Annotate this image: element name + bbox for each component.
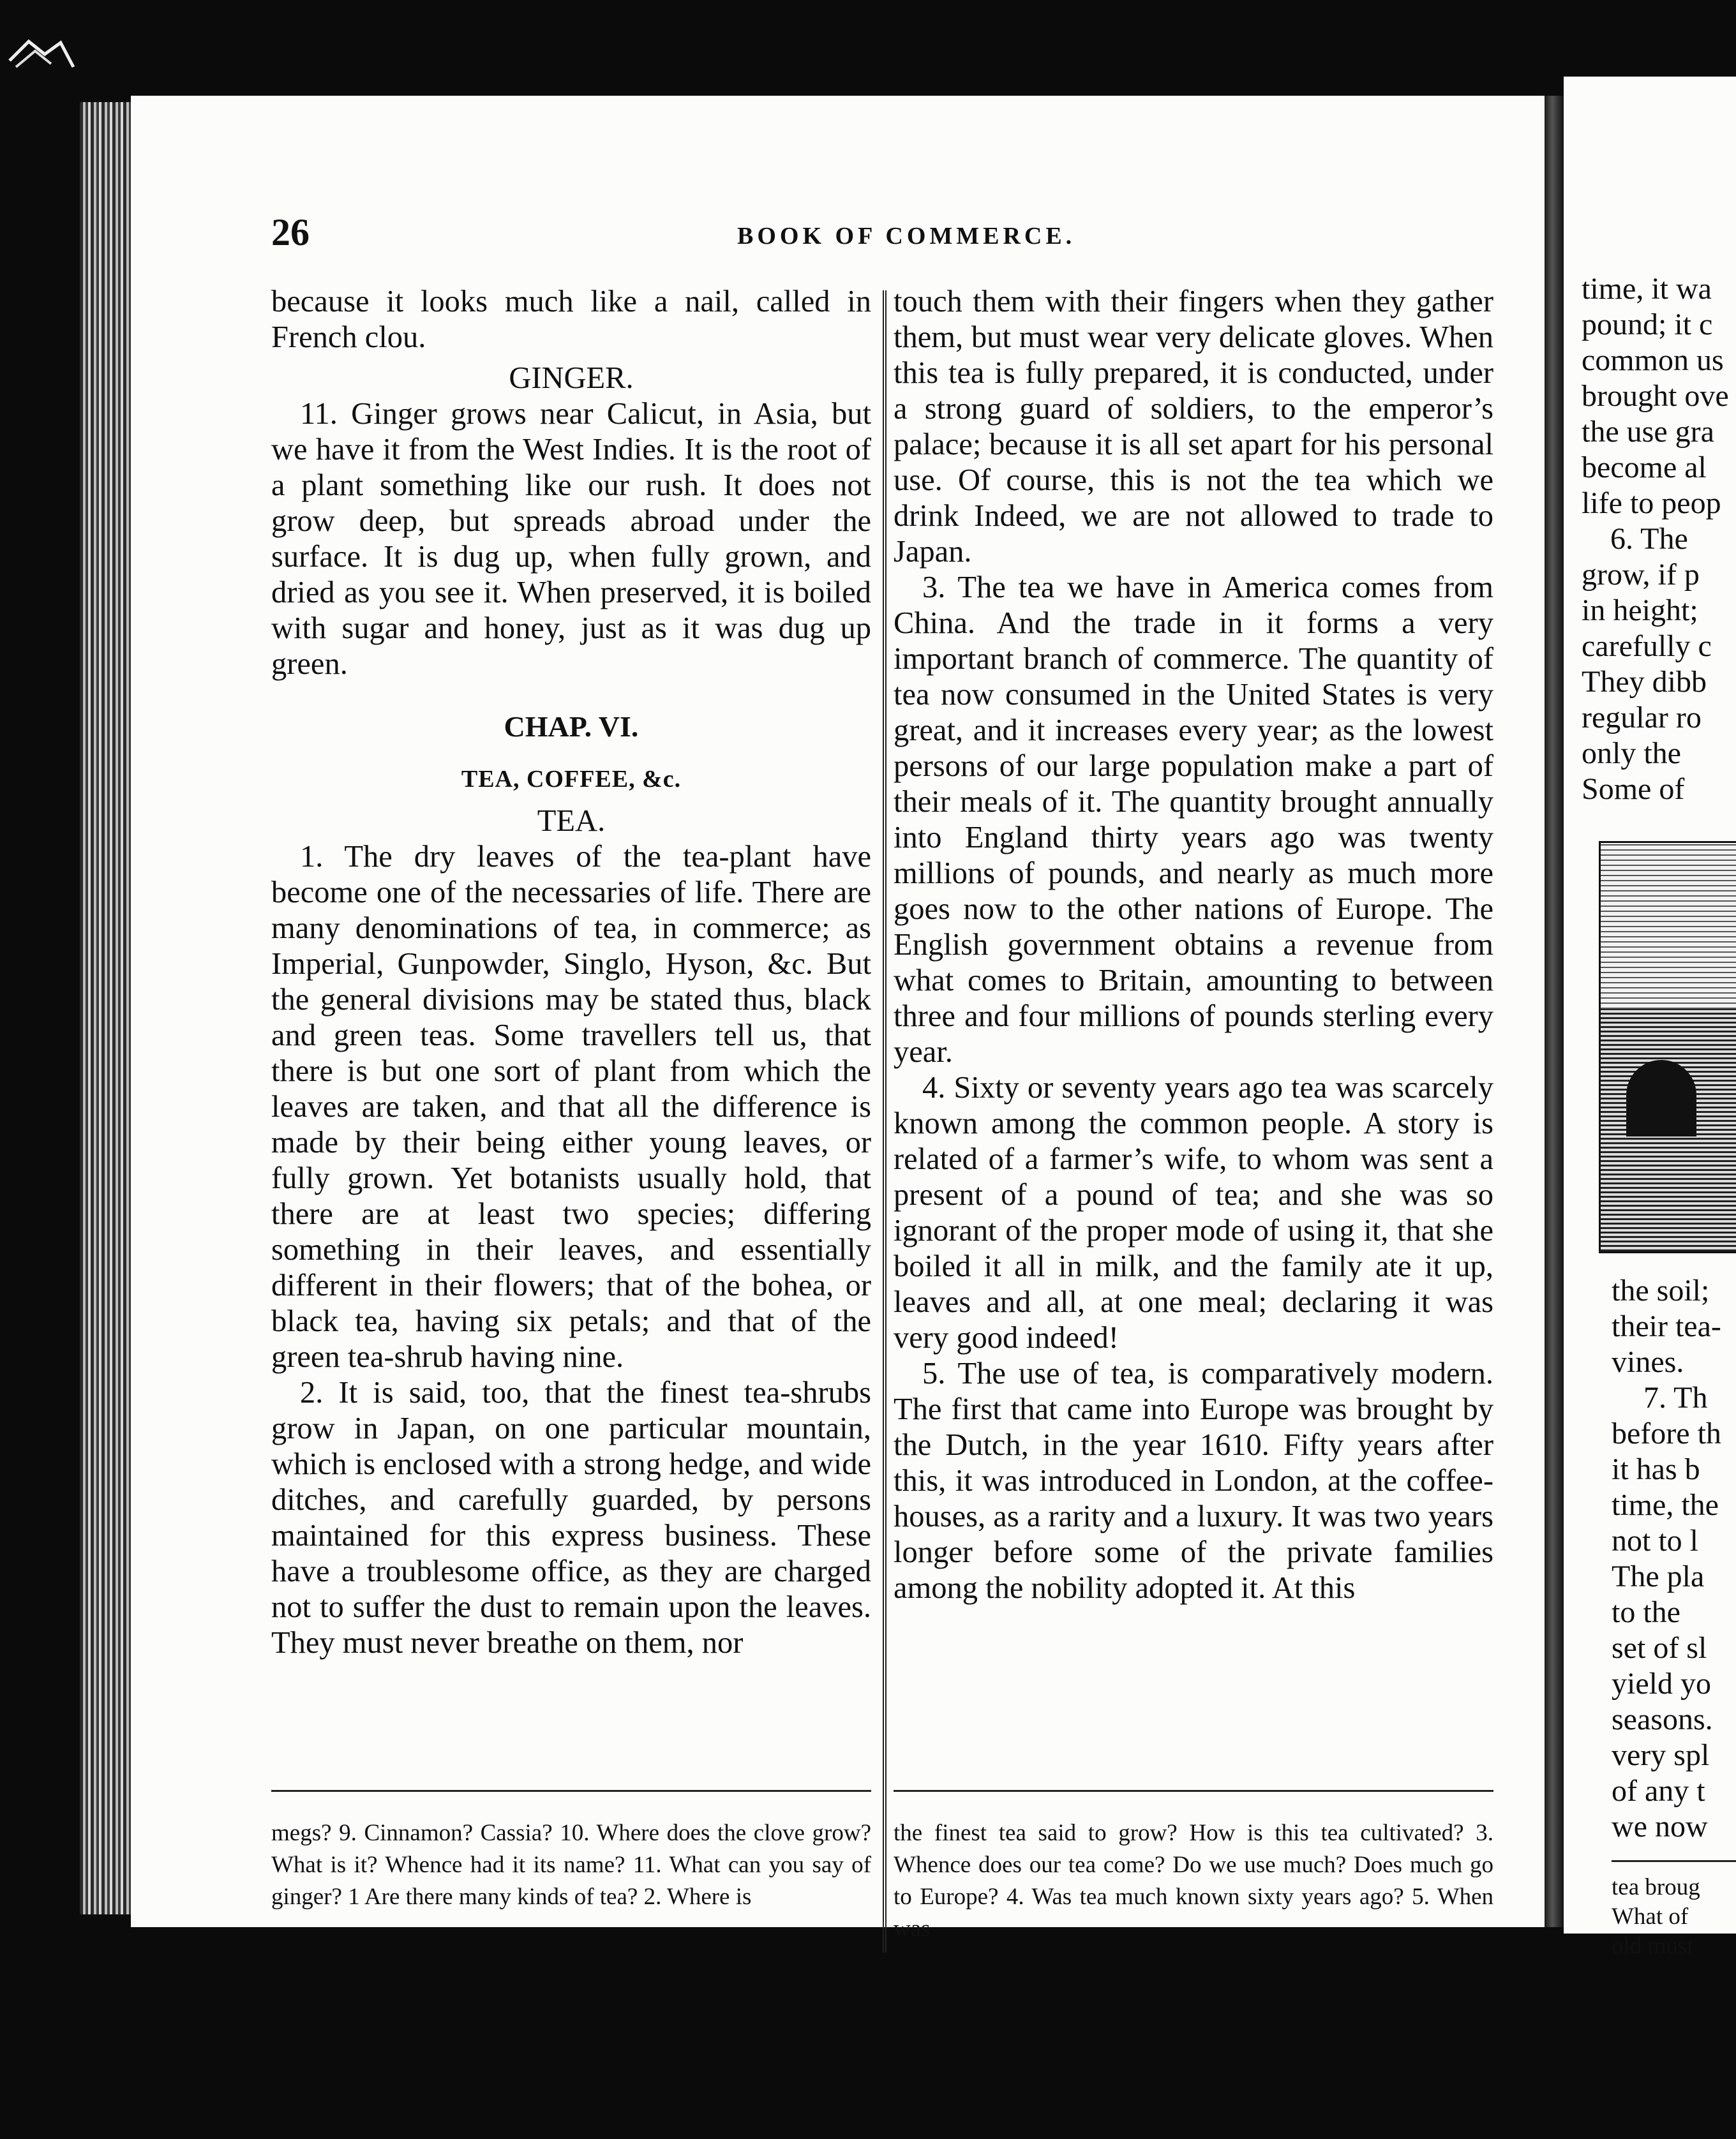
text-line: very spl xyxy=(1612,1738,1710,1772)
text-line: we now xyxy=(1612,1810,1708,1844)
text-line: 6. The xyxy=(1610,522,1688,556)
paragraph: 4. Sixty or seventy years ago tea was scarcely known among the common people. A story is related of a farmer’s wife, to whom was sent a present of a pound of tea; and she was so ignorant of the proper mode of using it, that she boiled it all in milk, and the family ate it up, leaves and all, at one meal; declaring it was very good indeed! xyxy=(894,1071,1493,1355)
text-line: seasons. xyxy=(1612,1703,1713,1736)
question-text: the finest tea said to grow? How is this tea cultivated? 3. Whence does our tea come? Do we use much? Does much go to Europe? 4. Was tea much known sixty years ago? 5. When was xyxy=(894,1820,1493,1942)
engraving-sky xyxy=(1601,843,1736,1009)
questions-left xyxy=(271,1817,871,1913)
chapter-subtitle: TEA, COFFEE, &c. xyxy=(461,766,682,793)
text-line: only the xyxy=(1582,736,1681,770)
paragraph: 2. It is said, too, that the finest tea-shrubs grow in Japan, on one particular mountain, which is enclosed with a strong hedge, and wide ditches, and carefully guarded, by persons maintained for this express business. These have a troublesome office, as they are charged not to suffer the dust to remain upon the leaves. They must never breathe on them, nor xyxy=(271,1376,871,1660)
paragraph: 5. The use of tea, is comparatively modern. The first that came into Europe was brought by the Dutch, in the year 1610. Fifty years after this, it was introduced in London, at the coffee-houses, as a rarity and a luxury. It was two years longer before some of the private families among the nobility adopted it. At this xyxy=(894,1357,1493,1605)
text-line: the use gra xyxy=(1582,415,1714,449)
text-line: it has b xyxy=(1612,1452,1700,1486)
page-number: 26 xyxy=(271,211,310,253)
text-line: Some of xyxy=(1582,772,1685,806)
text-line: yield yo xyxy=(1612,1667,1711,1701)
scan-mark-icon xyxy=(6,35,77,73)
text-line: The pla xyxy=(1612,1560,1705,1593)
footnote-rule xyxy=(1612,1860,1736,1862)
text-line: before th xyxy=(1612,1417,1721,1450)
footnote-rule xyxy=(894,1790,1493,1792)
running-header xyxy=(271,211,1503,255)
engraving-dome xyxy=(1626,1060,1696,1137)
text-line: grow, if p xyxy=(1582,558,1700,592)
text-line: carefully c xyxy=(1582,629,1712,663)
engraving-illustration xyxy=(1599,841,1736,1253)
text-line: 7. Th xyxy=(1643,1381,1708,1415)
text-line: time, it wa xyxy=(1582,272,1712,306)
next-page-text-top xyxy=(1582,271,1729,807)
text-line: They dibb xyxy=(1582,665,1707,699)
text-line: What of xyxy=(1612,1904,1689,1930)
section-heading-ginger: GINGER. xyxy=(509,361,634,395)
paragraph: touch them with their fingers when they gather them, but must wear very delicate gloves. When this tea is fully prepared, it is conducted, under a strong guard of soldiers, to the emperor’s palace; because it is all set apart for his personal use. Of course, this is not the tea which we drink Indeed, we are not allowed to trade to Japan. xyxy=(894,285,1493,569)
book-spine xyxy=(80,102,131,1914)
paragraph: 1. The dry leaves of the tea-plant have become one of the necessaries of life. There are many denominations of tea, in commerce; as Imperial, Gunpowder, Singlo, Hyson, &c. But the general divisions may be stated thus, black and green teas. Some travellers tell us, that there is but one sort of plant from which the leaves are taken, and that all the difference is made by their being either young leaves, or fully grown. Yet botanists usually hold, that there are at least two species; differing something in their leaves, and essentially different in their flowers; that of the bohea, or black tea, having six petals; and that of the green tea-shrub having nine. xyxy=(271,840,871,1374)
question-text: megs? 9. Cinnamon? Cassia? 10. Where does the clove grow? What is it? Whence had it its name? 11. What can you say of ginger? 1 Are there many kinds of tea? 2. Where is xyxy=(271,1820,871,1910)
questions-right xyxy=(894,1817,1493,1945)
running-title: BOOK OF COMMERCE. xyxy=(737,223,1076,250)
next-page-questions xyxy=(1612,1873,1700,1961)
paragraph: 3. The tea we have in America comes from China. And the trade in it forms a very important branch of commerce. The quantity of tea now consumed in the United States is very great, and it increases every year; as the lowest persons of our large population make a part of their meals of it. The quantity brought annually into England thirty years ago was twenty millions of pounds, and nearly as much more goes now to the other nations of Europe. The English government obtains a revenue from what comes to Britain, amounting to between three and four millions of pounds sterling every year. xyxy=(894,570,1493,1069)
text-line: time, the xyxy=(1612,1488,1719,1522)
text-line: of any t xyxy=(1612,1774,1705,1808)
paragraph: because it looks much like a nail, called in French clou. xyxy=(271,285,871,354)
text-line: common us xyxy=(1582,343,1724,377)
column-divider xyxy=(883,290,887,1953)
section-heading-tea: TEA. xyxy=(537,804,606,838)
next-page-text-bottom xyxy=(1612,1273,1721,1845)
text-line: vines. xyxy=(1612,1345,1684,1379)
right-text-column xyxy=(894,284,1493,1606)
text-line: not to l xyxy=(1612,1524,1699,1558)
text-line: regular ro xyxy=(1582,701,1702,734)
text-line: in height; xyxy=(1582,593,1698,627)
footnote-rule xyxy=(271,1790,871,1792)
chapter-heading: CHAP. VI. xyxy=(504,710,639,743)
paragraph: 11. Ginger grows near Calicut, in Asia, but we have it from the West Indies. It is the root of a plant something like our rush. It does not grow deep, but spreads abroad under the surface. It is dug up, when fully grown, and dried as you see it. When preserved, it is boiled with sugar and honey, just as it was dug up green. xyxy=(271,397,871,681)
text-line: life to peop xyxy=(1582,486,1721,520)
text-line: pound; it c xyxy=(1582,308,1713,341)
text-line: old must xyxy=(1612,1933,1694,1959)
text-line: to the xyxy=(1612,1595,1680,1629)
book-gutter xyxy=(1545,96,1564,1927)
left-text-column xyxy=(271,284,871,1661)
text-line: brought ove xyxy=(1582,379,1729,413)
text-line: their tea- xyxy=(1612,1309,1721,1343)
text-line: the soil; xyxy=(1612,1274,1710,1308)
text-line: become al xyxy=(1582,451,1707,484)
text-line: set of sl xyxy=(1612,1631,1707,1665)
text-line: tea broug xyxy=(1612,1874,1700,1900)
